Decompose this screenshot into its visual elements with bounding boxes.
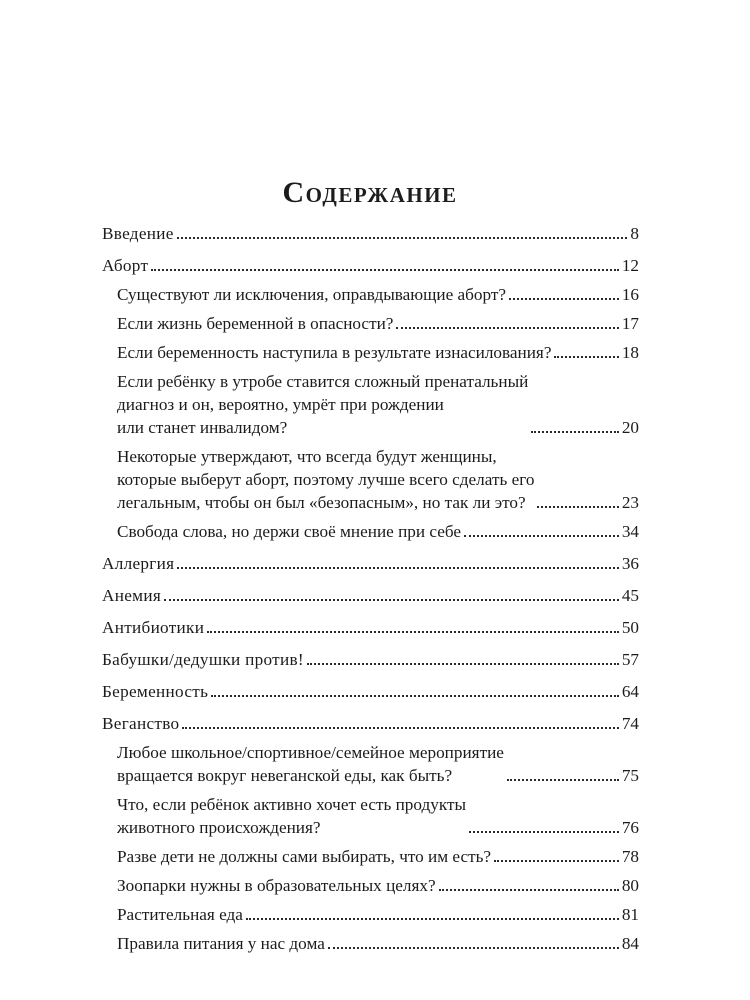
- toc-entry-label: Беременность: [102, 682, 209, 701]
- toc-entry-label: Бабушки/дедушки против!: [102, 650, 304, 669]
- toc-entry-section[interactable]: [102, 341, 639, 364]
- toc-entry-label: Если жизнь беременной в опасности?: [117, 314, 394, 333]
- toc-entry-chapter[interactable]: [102, 254, 639, 277]
- toc-entry-label: Любое школьное/спортивное/семейное мероприятие вращается вокруг невеганской еды, как быть?: [117, 743, 504, 785]
- toc-entry-page-number: 36: [621, 554, 639, 573]
- dot-leader: [207, 631, 619, 633]
- dot-leader: [328, 947, 619, 949]
- toc-entry-label: Если ребёнку в утробе ставится сложный пренатальный диагноз и он, вероятно, умрёт при рождении или станет инвалидом?: [117, 372, 529, 437]
- dot-leader: [177, 567, 618, 569]
- toc-entry-section[interactable]: [102, 312, 639, 335]
- toc-entry-label: Существуют ли исключения, оправдывающие аборт?: [117, 285, 506, 304]
- toc-entry-page-number: 18: [621, 343, 639, 362]
- toc-entry-section[interactable]: [102, 793, 639, 839]
- toc-entry-page-number: 80: [621, 876, 639, 895]
- toc-entry-label: Зоопарки нужны в образовательных целях?: [117, 876, 436, 895]
- toc-entry-page-number: 12: [621, 256, 639, 275]
- toc-entry-page-number: 17: [621, 314, 639, 333]
- toc-entry-section[interactable]: [102, 445, 639, 514]
- toc-entry-label: Правила питания у нас дома: [117, 934, 325, 953]
- toc-entry-label: Что, если ребёнок активно хочет есть продукты животного происхождения?: [117, 795, 467, 837]
- toc-entry-label: Анемия: [102, 586, 162, 605]
- toc-entry-chapter[interactable]: [102, 222, 639, 245]
- toc-entry-label: Аборт: [102, 256, 149, 275]
- toc-entry-section[interactable]: [102, 932, 639, 955]
- page-title: Содержание: [282, 176, 458, 209]
- dot-leader: [439, 889, 619, 891]
- dot-leader: [246, 918, 619, 920]
- toc-entry-label: Свобода слова, но держи своё мнение при себе: [117, 522, 461, 541]
- dot-leader: [509, 298, 619, 300]
- toc-entry-chapter[interactable]: [102, 584, 639, 607]
- dot-leader: [182, 727, 618, 729]
- toc-entry-section[interactable]: [102, 520, 639, 543]
- dot-leader: [396, 327, 618, 329]
- toc-entry-page-number: 84: [621, 934, 639, 953]
- toc-entry-chapter[interactable]: [102, 552, 639, 575]
- toc-entry-chapter[interactable]: [102, 648, 639, 671]
- dot-leader: [177, 237, 628, 239]
- dot-leader: [151, 269, 619, 271]
- toc-entry-section[interactable]: [102, 845, 639, 868]
- toc-entry-page-number: 78: [621, 847, 639, 866]
- toc-entry-page-number: 34: [621, 522, 639, 541]
- dot-leader: [537, 506, 618, 508]
- toc-entry-label: Разве дети не должны сами выбирать, что им есть?: [117, 847, 492, 866]
- toc-entry-page-number: 16: [621, 285, 639, 304]
- toc-entry-page-number: 76: [621, 818, 639, 837]
- toc-entry-page-number: 64: [621, 682, 639, 701]
- dot-leader: [469, 831, 619, 833]
- dot-leader: [211, 695, 619, 697]
- toc-entry-label: Если беременность наступила в результате изнасилования?: [117, 343, 552, 362]
- dot-leader: [554, 356, 618, 358]
- dot-leader: [531, 431, 618, 433]
- toc-entry-page-number: 75: [621, 766, 639, 785]
- toc-entry-label: Веганство: [102, 714, 180, 733]
- toc-entry-page-number: 20: [621, 418, 639, 437]
- toc-entry-chapter[interactable]: [102, 616, 639, 639]
- dot-leader: [164, 599, 619, 601]
- toc-entry-section[interactable]: [102, 741, 639, 787]
- toc-entry-section[interactable]: [102, 283, 639, 306]
- dot-leader: [507, 779, 619, 781]
- toc-entry-label: Растительная еда: [117, 905, 243, 924]
- toc-entry-chapter[interactable]: [102, 680, 639, 703]
- dot-leader: [307, 663, 619, 665]
- toc-entry-section[interactable]: [102, 903, 639, 926]
- toc-entry-page-number: 23: [621, 493, 639, 512]
- toc-entry-chapter[interactable]: [102, 712, 639, 735]
- table-of-contents: [102, 222, 639, 955]
- dot-leader: [464, 535, 619, 537]
- toc-entry-label: Введение: [102, 224, 174, 243]
- toc-entry-page-number: 45: [621, 586, 639, 605]
- toc-entry-section[interactable]: [102, 370, 639, 439]
- toc-entry-section[interactable]: [102, 874, 639, 897]
- toc-entry-page-number: 8: [630, 224, 639, 243]
- toc-entry-label: Антибиотики: [102, 618, 205, 637]
- toc-entry-page-number: 57: [621, 650, 639, 669]
- toc-entry-page-number: 50: [621, 618, 639, 637]
- toc-entry-label: Некоторые утверждают, что всегда будут женщины, которые выберут аборт, поэтому лучше всего сделать его легальным, чтобы он был «безопасным», но так ли это?: [117, 447, 535, 512]
- toc-entry-label: Аллергия: [102, 554, 175, 573]
- toc-entry-page-number: 74: [621, 714, 639, 733]
- dot-leader: [494, 860, 619, 862]
- toc-entry-page-number: 81: [621, 905, 639, 924]
